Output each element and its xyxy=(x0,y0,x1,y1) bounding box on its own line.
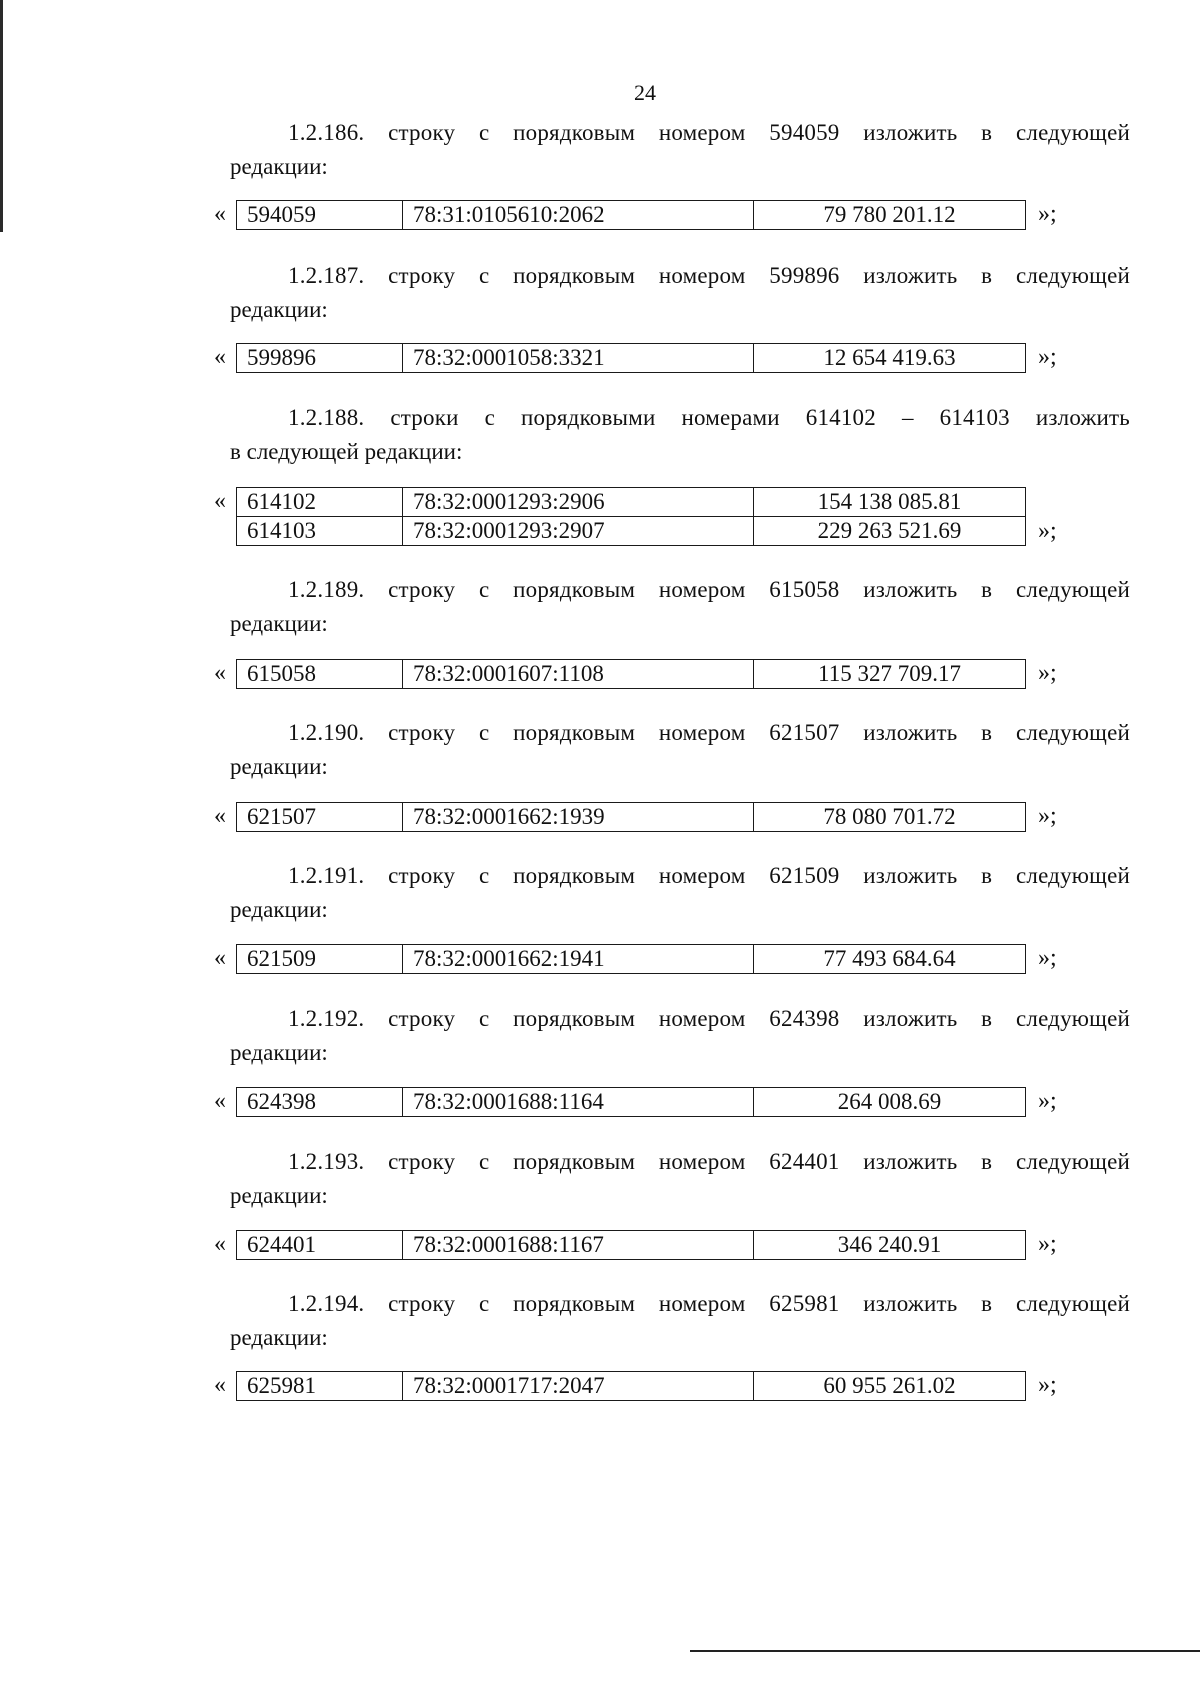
closing-quote: »; xyxy=(1038,1088,1057,1114)
register-table xyxy=(236,487,1026,546)
table-row xyxy=(237,1088,1026,1117)
paragraph-continuation: редакции: xyxy=(230,611,328,636)
value-cell: 229 263 521.69 xyxy=(754,517,1026,546)
closing-quote: »; xyxy=(1038,1372,1057,1398)
paragraph-continuation: редакции: xyxy=(230,154,328,179)
paragraph-continuation: редакции: xyxy=(230,1183,328,1208)
register-table xyxy=(236,1087,1026,1117)
cadastral-number-cell: 78:32:0001293:2907 xyxy=(403,517,754,546)
value-cell: 115 327 709.17 xyxy=(754,660,1026,689)
paragraph-continuation: редакции: xyxy=(230,1040,328,1065)
paragraph-line: 1.2.189. строку с порядковым номером 615058 изложить в следующей xyxy=(288,577,1130,602)
opening-quote: « xyxy=(214,945,226,971)
value-cell: 79 780 201.12 xyxy=(754,201,1026,230)
row-number-cell: 621509 xyxy=(237,945,403,974)
cadastral-number-cell: 78:32:0001058:3321 xyxy=(403,344,754,373)
closing-quote: »; xyxy=(1038,518,1057,544)
table-row xyxy=(237,1372,1026,1401)
closing-quote: »; xyxy=(1038,803,1057,829)
amendment-paragraph xyxy=(230,116,1130,184)
row-number-cell: 624398 xyxy=(237,1088,403,1117)
closing-quote: »; xyxy=(1038,201,1057,227)
amendment-paragraph xyxy=(230,401,1130,469)
table-row xyxy=(237,201,1026,230)
paragraph-continuation: редакции: xyxy=(230,1325,328,1350)
paragraph-continuation: редакции: xyxy=(230,297,328,322)
table-row xyxy=(237,517,1026,546)
row-number-cell: 599896 xyxy=(237,344,403,373)
closing-quote: »; xyxy=(1038,1231,1057,1257)
cadastral-number-cell: 78:32:0001607:1108 xyxy=(403,660,754,689)
amendment-paragraph xyxy=(230,716,1130,784)
cadastral-number-cell: 78:32:0001717:2047 xyxy=(403,1372,754,1401)
value-cell: 12 654 419.63 xyxy=(754,344,1026,373)
register-table xyxy=(236,343,1026,373)
paragraph-line: 1.2.186. строку с порядковым номером 594059 изложить в следующей xyxy=(288,120,1130,145)
page-number: 24 xyxy=(634,80,656,105)
table-row xyxy=(237,488,1026,517)
row-number-cell: 614102 xyxy=(237,488,403,517)
opening-quote: « xyxy=(214,660,226,686)
footer-rule xyxy=(690,1650,1200,1652)
cadastral-number-cell: 78:32:0001662:1941 xyxy=(403,945,754,974)
row-number-cell: 615058 xyxy=(237,660,403,689)
opening-quote: « xyxy=(214,1088,226,1114)
row-number-cell: 594059 xyxy=(237,201,403,230)
amendment-paragraph xyxy=(230,573,1130,641)
value-cell: 346 240.91 xyxy=(754,1231,1026,1260)
opening-quote: « xyxy=(214,344,226,370)
paragraph-line: 1.2.188. строки с порядковыми номерами 614102 – 614103 изложить xyxy=(288,405,1130,430)
table-row xyxy=(237,344,1026,373)
paragraph-continuation: редакции: xyxy=(230,754,328,779)
paragraph-continuation: в следующей редакции: xyxy=(230,439,463,464)
paragraph-line: 1.2.193. строку с порядковым номером 624401 изложить в следующей xyxy=(288,1149,1130,1174)
paragraph-line: 1.2.191. строку с порядковым номером 621509 изложить в следующей xyxy=(288,863,1130,888)
cadastral-number-cell: 78:32:0001662:1939 xyxy=(403,803,754,832)
register-table xyxy=(236,1230,1026,1260)
row-number-cell: 614103 xyxy=(237,517,403,546)
scan-edge-mark xyxy=(0,0,3,232)
register-table xyxy=(236,659,1026,689)
closing-quote: »; xyxy=(1038,945,1057,971)
opening-quote: « xyxy=(214,1372,226,1398)
table-row xyxy=(237,1231,1026,1260)
value-cell: 154 138 085.81 xyxy=(754,488,1026,517)
cadastral-number-cell: 78:32:0001688:1167 xyxy=(403,1231,754,1260)
opening-quote: « xyxy=(214,1231,226,1257)
value-cell: 60 955 261.02 xyxy=(754,1372,1026,1401)
table-row xyxy=(237,803,1026,832)
cadastral-number-cell: 78:31:0105610:2062 xyxy=(403,201,754,230)
amendment-paragraph xyxy=(230,259,1130,327)
opening-quote: « xyxy=(214,488,226,514)
paragraph-line: 1.2.192. строку с порядковым номером 624398 изложить в следующей xyxy=(288,1006,1130,1031)
row-number-cell: 624401 xyxy=(237,1231,403,1260)
paragraph-continuation: редакции: xyxy=(230,897,328,922)
cadastral-number-cell: 78:32:0001688:1164 xyxy=(403,1088,754,1117)
register-table xyxy=(236,1371,1026,1401)
value-cell: 264 008.69 xyxy=(754,1088,1026,1117)
row-number-cell: 625981 xyxy=(237,1372,403,1401)
register-table xyxy=(236,200,1026,230)
table-row xyxy=(237,945,1026,974)
value-cell: 78 080 701.72 xyxy=(754,803,1026,832)
closing-quote: »; xyxy=(1038,344,1057,370)
register-table xyxy=(236,802,1026,832)
table-row xyxy=(237,660,1026,689)
paragraph-line: 1.2.190. строку с порядковым номером 621507 изложить в следующей xyxy=(288,720,1130,745)
amendment-paragraph xyxy=(230,859,1130,927)
amendment-paragraph xyxy=(230,1287,1130,1355)
register-table xyxy=(236,944,1026,974)
amendment-paragraph xyxy=(230,1002,1130,1070)
opening-quote: « xyxy=(214,201,226,227)
row-number-cell: 621507 xyxy=(237,803,403,832)
cadastral-number-cell: 78:32:0001293:2906 xyxy=(403,488,754,517)
paragraph-line: 1.2.194. строку с порядковым номером 625981 изложить в следующей xyxy=(288,1291,1130,1316)
opening-quote: « xyxy=(214,803,226,829)
closing-quote: »; xyxy=(1038,660,1057,686)
paragraph-line: 1.2.187. строку с порядковым номером 599896 изложить в следующей xyxy=(288,263,1130,288)
amendment-paragraph xyxy=(230,1145,1130,1213)
value-cell: 77 493 684.64 xyxy=(754,945,1026,974)
